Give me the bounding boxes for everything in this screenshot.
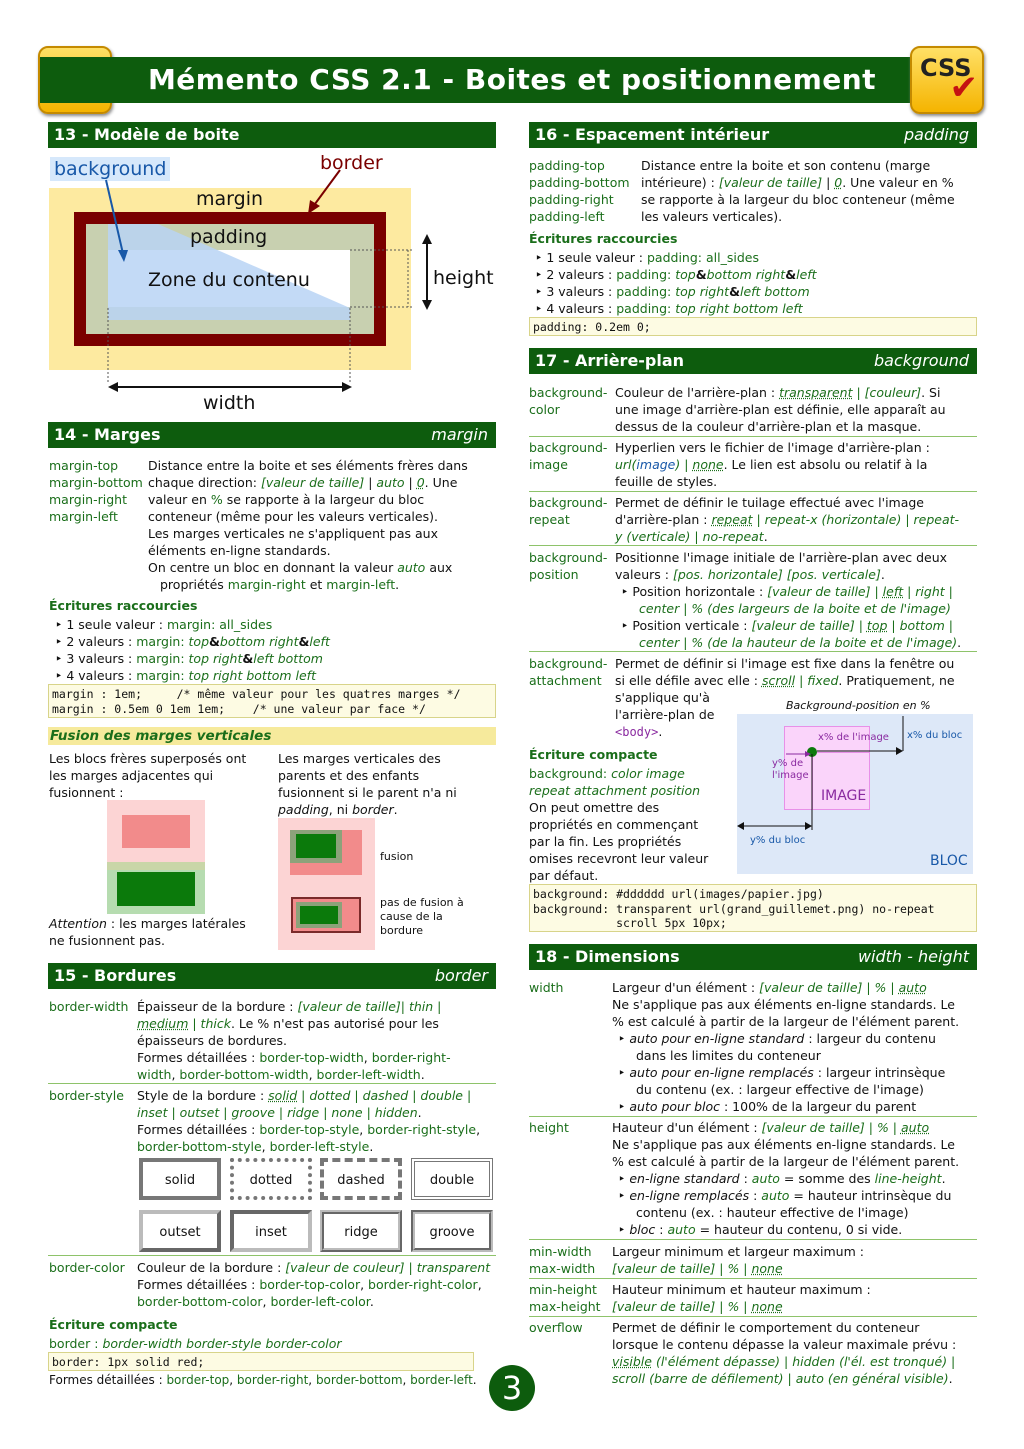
- min-max-height-desc: Hauteur minimum et hauteur maximum : [valeur de taille] | % | none: [612, 1282, 871, 1314]
- section-keyword: border: [434, 966, 488, 985]
- overflow-desc: Permet de définir le comportement du conteneur lorsque le contenu dépasse la valeur maximale prévu : visible (l'élément dépasse) | hidden (l'él. est tronqué) | scroll (barre de défilement) | auto (en général visible).: [612, 1320, 957, 1386]
- background-label: background: [50, 157, 170, 181]
- prop-width: width: [529, 980, 564, 995]
- bg-repeat-desc: Permet de définir le tuilage effectué avec l'image d'arrière-plan : repeat | repeat-x (horizontale) | repeat- y (verticale) | no-repeat.: [615, 495, 960, 544]
- width-desc: Largeur d'un élément : [valeur de taille] | % | auto Ne s'applique pas aux éléments en-ligne standards. Le % est calculé à partir de la largeur de l'élément parent. ‣ auto pour en-ligne standard : largeur du contenu dans les limites du conteneur ‣ auto pour en-ligne remplacés : largeur intrinsèque du contenu (ex. : largeur effective de l'image) ‣ auto pour bloc : 100% de la largeur du parent: [612, 979, 959, 1115]
- divider: [48, 1255, 496, 1256]
- css-logo-right: [910, 46, 984, 114]
- fusion-left-text: Les blocs frères superposés ont les marges adjacentes qui fusionnent :: [49, 751, 247, 800]
- border-compact: border : border-width border-style border-color: [49, 1336, 342, 1351]
- divider: [529, 491, 977, 492]
- bg-compact-title: Écriture compacte: [529, 747, 658, 762]
- y-pct-bloc-label: y% du bloc: [750, 835, 806, 846]
- no-fusion-label: pas de fusion à cause de la bordure: [380, 896, 464, 937]
- height-desc: Hauteur d'un élément : [valeur de taille] | % | auto Ne s'applique pas aux éléments en-ligne standards. Le % est calculé à partir de la largeur de l'élément parent. ‣ en-ligne standard : auto = somme des line-height. ‣ en-ligne remplacés : auto = hauteur intrinsèque du contenu (ex. : hauteur effective de l'image) ‣ bloc : auto = hauteur du contenu, 0 si vide.: [612, 1119, 959, 1238]
- prop-overflow: overflow: [529, 1320, 583, 1335]
- section-title: 18 - Dimensions: [535, 947, 680, 966]
- prop-background-image: background- image: [529, 440, 608, 472]
- section-title: 15 - Bordures: [54, 966, 177, 985]
- width-label: width: [203, 392, 256, 414]
- section-17-header: [529, 348, 977, 374]
- section-16-header: [529, 122, 977, 148]
- bg-compact-desc: On peut omettre des propriétés en commençant par la fin. Les propriétés omises recevront leur valeur par défaut.: [529, 800, 709, 883]
- border-width-desc: Épaisseur de la bordure : [valeur de taille]| thin | medium | thick. Le % n'est pas autorisé pour les épaisseurs de bordures. Formes détaillées : border-top-width, border-right- width, border-bottom-width, border-left-width.: [137, 999, 451, 1082]
- padding-shorthand-title: Écritures raccourcies: [529, 231, 678, 246]
- border-code-example: border: 1px solid red;: [48, 1352, 474, 1371]
- border-color-desc: Couleur de la bordure : [valeur de couleur] | transparent Formes détaillées : border-top-color, border-right-color, border-bottom-color, border-left-color.: [137, 1260, 491, 1309]
- bg-position-desc: Positionne l'image initiale de l'arrière-plan avec deux valeurs : [pos. horizontale] [pos. verticale]. ‣ Position horizontale : [valeur de taille] | left | right | center | % (des largeurs de la boite et de l'image) ‣ Position verticale : [valeur de taille] | top | bottom | center | % (de la hauteur de la boite et de l'image).: [615, 549, 961, 651]
- bg-color-desc: Couleur de l'arrière-plan : transparent | [couleur]. Si une image d'arrière-plan est définie, elle apparaît au dessus de la couleur d'arrière-plan et la masque.: [615, 385, 946, 434]
- prop-min-max-width: min-width max-width: [529, 1244, 596, 1276]
- min-max-width-desc: Largeur minimum et largeur maximum : [valeur de taille] | % | none: [612, 1244, 864, 1276]
- divider: [529, 1116, 977, 1117]
- diagram-arrows: [737, 714, 973, 874]
- section-15-header: [48, 963, 496, 989]
- margin-desc: Distance entre la boite et ses éléments frères dans chaque direction: [valeur de taille] | auto | 0. Une valeur en % se rapporte à la largeur du bloc conteneur (même pour les valeurs verticales). Les marges verticales ne s'appliquent pas aux éléments en-ligne standards. On centre un bloc en donnant la valeur auto aux propriétés margin-right et margin-left.: [148, 458, 468, 592]
- bloc-label: BLOC: [930, 853, 968, 869]
- background-code-example: background: #dddddd url(images/papier.jpg) background: transparent url(grand_guillemet.png) no-repeat scroll 5px 10px;: [529, 884, 977, 932]
- prop-background-attachment: background- attachment: [529, 656, 608, 688]
- height-label: height: [433, 267, 494, 289]
- bg-image-desc: Hyperlien vers le fichier de l'image d'arrière-plan : url(image) | none. Le lien est absolu ou relatif à la feuille de styles.: [615, 440, 930, 489]
- margin-shorthand-title: Écritures raccourcies: [49, 598, 198, 613]
- prop-border-style: border-style: [49, 1088, 124, 1103]
- divider: [529, 1316, 977, 1317]
- prop-padding-right: padding-right: [529, 192, 614, 207]
- margin-label: margin: [196, 188, 264, 210]
- page-number: 3: [489, 1365, 535, 1411]
- padding-desc: Distance entre la boite et son contenu (marge intérieure) : [valeur de taille] | 0. Une valeur en % se rapporte à la largeur du bloc conteneur (même les valeurs verticales).: [641, 158, 955, 224]
- attention-note: Attention : les marges latérales ne fusionnent pas.: [49, 916, 246, 948]
- section-keyword: width - height: [857, 947, 969, 966]
- image-label: IMAGE: [821, 788, 867, 804]
- section-keyword: background: [874, 351, 969, 370]
- border-label: border: [320, 152, 383, 174]
- x-pct-bloc-label: x% du bloc: [907, 730, 963, 741]
- section-keyword: padding: [903, 125, 969, 144]
- dimension-arrows: [40, 150, 500, 400]
- diagram-title: Background-position en %: [786, 699, 931, 712]
- prop-padding-left: padding-left: [529, 209, 605, 224]
- divider: [529, 1239, 977, 1240]
- content-label: Zone du contenu: [148, 269, 310, 291]
- section-title: 17 - Arrière-plan: [535, 351, 685, 370]
- sample-ridge: ridge: [320, 1210, 402, 1252]
- divider: [529, 1278, 977, 1279]
- sample-dotted: dotted: [230, 1158, 312, 1200]
- border-detail: Formes détaillées : border-top, border-right, border-bottom, border-left.: [49, 1373, 477, 1387]
- sample-groove: groove: [411, 1210, 493, 1252]
- prop-margin-bottom: margin-bottom: [49, 475, 143, 490]
- section-18-header: [529, 944, 977, 970]
- fusion-label: fusion: [380, 850, 414, 863]
- padding-code-example: padding: 0.2em 0;: [529, 317, 977, 336]
- padding-label: padding: [190, 226, 268, 248]
- fusion-title: Fusion des marges verticales: [48, 727, 496, 745]
- logo-text: CSS: [920, 54, 972, 82]
- prop-padding-top: padding-top: [529, 158, 605, 173]
- checkmark-icon: ✔: [949, 68, 978, 108]
- prop-background-repeat: background- repeat: [529, 495, 608, 527]
- prop-min-max-height: min-height max-height: [529, 1282, 601, 1314]
- padding-shorthand-list: ‣ 1 seule valeur : padding: all_sides ‣ 2 valeurs : padding: top&bottom right&left ‣ 3 valeurs : padding: top right&left bottom ‣ 4 valeurs : padding: top right bottom left: [535, 249, 817, 317]
- bg-compact: background: color image repeat attachment position: [529, 766, 701, 798]
- sample-dashed: dashed: [320, 1158, 402, 1200]
- section-title: 13 - Modèle de boite: [54, 125, 240, 144]
- margin-shorthand-list: ‣ 1 seule valeur : margin: all_sides ‣ 2 valeurs : margin: top&bottom right&left ‣ 3 valeurs : margin: top right&left bottom ‣ 4 valeurs : margin: top right bottom left: [55, 616, 330, 684]
- prop-border-color: border-color: [49, 1260, 125, 1275]
- section-14-header: [48, 422, 496, 448]
- divider: [529, 436, 977, 437]
- section-keyword: margin: [431, 425, 488, 444]
- section-13-header: [48, 122, 496, 148]
- divider: [529, 651, 977, 652]
- x-pct-image-label: x% de l'image: [818, 732, 889, 743]
- bg-attachment-desc: Permet de définir si l'image est fixe dans la fenêtre ou si elle défile avec elle : scroll | fixed. Pratiquement, ne s'applique qu'à l'arrière-plan de <body>.: [615, 656, 955, 739]
- prop-border-width: border-width: [49, 999, 129, 1014]
- fusion-right-text: Les marges verticales des parents et des enfants fusionnent si le parent n'a ni padding, ni border.: [278, 751, 457, 817]
- border-style-desc: Style de la bordure : solid | dotted | dashed | double | inset | outset | groove | ridge | none | hidden. Formes détaillées : border-top-style, border-right-style, border-bottom-style, border-left-style.: [137, 1088, 481, 1154]
- border-compact-title: Écriture compacte: [49, 1317, 178, 1332]
- page-title: Mémento CSS 2.1 - Boites et positionnement: [40, 57, 984, 103]
- sample-outset: outset: [139, 1210, 221, 1252]
- divider: [529, 545, 977, 546]
- prop-margin-right: margin-right: [49, 492, 127, 507]
- sample-double: double: [411, 1158, 493, 1200]
- y-pct-image-label: y% de l'image: [772, 758, 809, 781]
- sample-solid: solid: [139, 1158, 221, 1200]
- section-title: 14 - Marges: [54, 425, 161, 444]
- divider: [48, 1083, 496, 1084]
- prop-padding-bottom: padding-bottom: [529, 175, 630, 190]
- sample-inset: inset: [230, 1210, 312, 1252]
- prop-margin-left: margin-left: [49, 509, 118, 524]
- prop-background-color: background- color: [529, 385, 608, 417]
- prop-height: height: [529, 1120, 569, 1135]
- prop-margin-top: margin-top: [49, 458, 119, 473]
- section-title: 16 - Espacement intérieur: [535, 125, 770, 144]
- prop-background-position: background- position: [529, 550, 608, 582]
- margin-code-example: margin : 1em; /* même valeur pour les quatres marges */ margin : 0.5em 0 1em 1em; /* une valeur par face */: [48, 684, 496, 718]
